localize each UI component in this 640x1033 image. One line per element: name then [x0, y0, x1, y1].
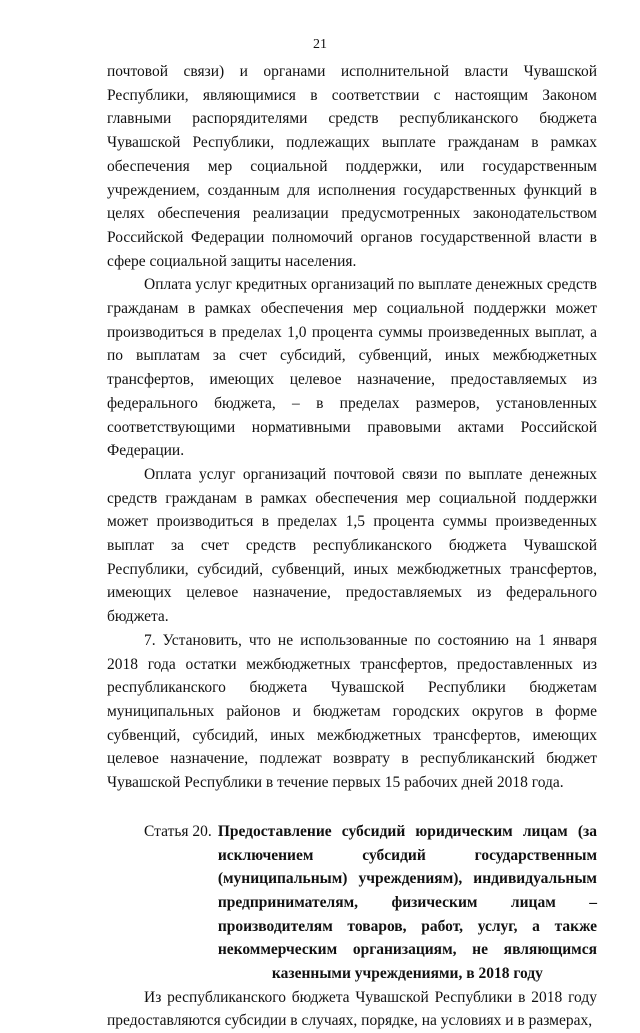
document-body — [107, 60, 597, 1033]
page-number: 21 — [313, 37, 327, 52]
article-label: Статья 20. — [144, 822, 212, 840]
paragraph-credit-organizations: Оплата услуг кредитных организаций по выплате денежных средств гражданам в рамках обеспечения мер социальной поддержки может производиться в пределах 1,0 процента суммы произведенных выплат, а по выплатам за счет субсидий, субвенций, иных межбюджетных трансфертов, имеющих целевое назначение, предоставляемых из федерального бюджета, – в пределах размеров, установленных соответствующими нормативными правовыми актами Российской Федерации. — [107, 276, 597, 460]
paragraph-article-20-start: Из республиканского бюджета Чувашской Республики в 2018 году предоставляются субсидии в случаях, порядке, на условиях и в размерах, — [107, 988, 597, 1030]
article-heading — [107, 820, 597, 986]
article-title: Предоставление субсидий юридическим лицам (за исключением субсидий государственным (муниципальным) учреждениям), индивидуальным предпринимателям, физическим лицам – производителям товаров, работ, услуг, а также некоммерческим организациям, не являющимся казенными учреждениями, в 2018 году — [217, 822, 597, 983]
paragraph-continued: почтовой связи) и органами исполнительной власти Чувашской Республики, являющимися в соответствии с настоящим Законом главными распорядителями средств республиканского бюджета Чувашской Республики, подлежащих выплате гражданам в рамках обеспечения мер социальной поддержки, или государственным учреждением, созданным для исполнения государственных функций в целях обеспечения реализации предусмотренных законодательством Российской Федерации полномочий органов государственной власти в сфере социальной защиты населения. — [107, 63, 597, 270]
paragraph-postal-organizations: Оплата услуг организаций почтовой связи по выплате денежных средств гражданам в рамках обеспечения мер социальной поддержки может производиться в пределах 1,5 процента суммы произведенных выплат за счет средств республиканского бюджета Чувашской Республики, субсидий, субвенций, иных межбюджетных трансфертов, имеющих целевое назначение, предоставляемых из федерального бюджета. — [107, 465, 597, 626]
paragraph-item-7: 7. Установить, что не использованные по состоянию на 1 января 2018 года остатки межбюджетных трансфертов, предоставленных из республиканского бюджета Чувашской Республики бюджетам муниципальных районов и бюджетам городских округов в форме субвенций, субсидий, иных межбюджетных трансфертов, имеющих целевое назначение, подлежат возврату в республиканский бюджет Чувашской Республики в течение первых 15 рабочих дней 2018 года. — [107, 631, 597, 792]
